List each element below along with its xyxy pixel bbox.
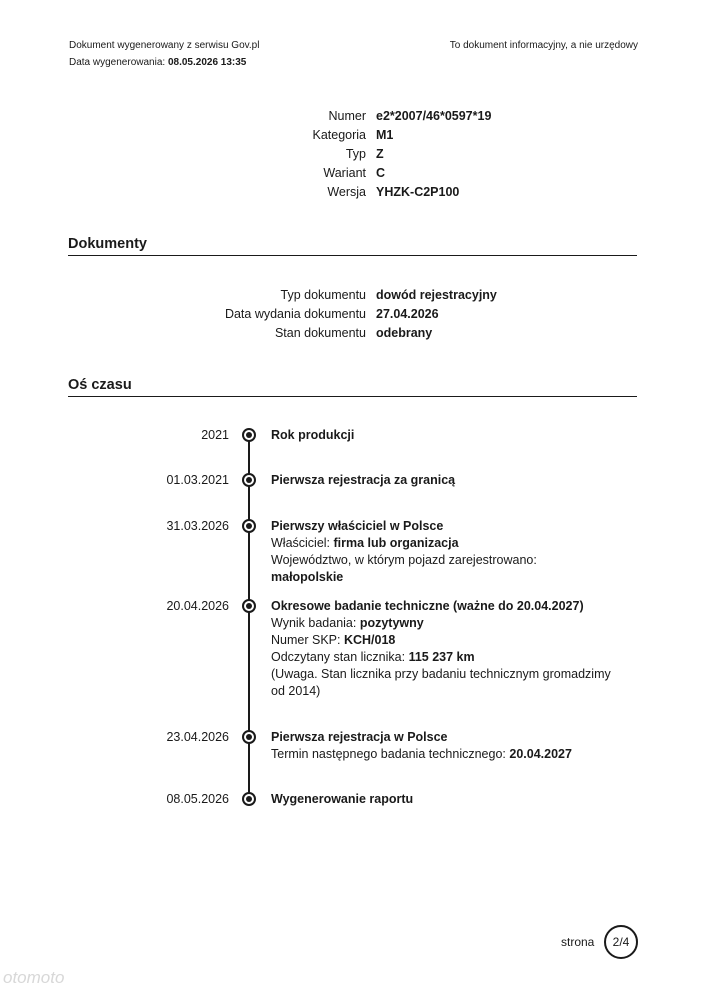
detail-label: Województwo, w którym pojazd zarejestrowano: xyxy=(271,553,537,567)
detail-label: Odczytany stan licznika: xyxy=(271,650,409,664)
timeline-dot-icon xyxy=(242,730,256,744)
document-row xyxy=(0,325,433,341)
detail-value: 20.04.2027 xyxy=(509,747,572,761)
timeline-event-title: Pierwsza rejestracja za granicą xyxy=(271,473,456,487)
detail-value: firma lub organizacja xyxy=(333,536,459,550)
timeline-section-title: Oś czasu xyxy=(68,377,637,397)
timeline-date: 23.04.2026 xyxy=(166,730,229,744)
detail-label: Termin następnego badania technicznego: xyxy=(271,747,510,761)
vehicle-value: YHZK-C2P100 xyxy=(376,185,460,199)
detail-value: pozytywny xyxy=(359,616,424,630)
timeline-detail xyxy=(271,746,611,763)
timeline-note: (Uwaga. Stan licznika przy badaniu technicznym gromadzimy od 2014) xyxy=(271,667,611,698)
generated-from-text: Dokument wygenerowany z serwisu Gov.pl xyxy=(69,40,260,51)
vehicle-value: Z xyxy=(376,147,384,161)
timeline-dot-icon xyxy=(242,473,256,487)
vehicle-row xyxy=(0,146,384,162)
document-label: Stan dokumentu xyxy=(274,326,366,340)
timeline-dot-icon xyxy=(242,792,256,806)
generation-date-value: 08.05.2026 13:35 xyxy=(167,57,247,68)
timeline-event xyxy=(271,791,611,808)
vehicle-row xyxy=(0,184,460,200)
timeline-detail xyxy=(271,649,611,666)
page-header-left xyxy=(69,40,259,69)
timeline-date: 31.03.2026 xyxy=(166,519,229,533)
timeline-date: 01.03.2021 xyxy=(166,473,229,487)
detail-value: małopolskie xyxy=(271,570,344,584)
documents-section-title: Dokumenty xyxy=(68,236,637,256)
document-label: Data wydania dokumentu xyxy=(224,307,366,321)
generation-date-label: Data wygenerowania: xyxy=(69,57,166,68)
watermark-text: otomoto xyxy=(3,968,65,987)
timeline-detail xyxy=(271,632,611,649)
vehicle-row xyxy=(0,108,492,124)
document-row xyxy=(0,306,439,322)
timeline-detail xyxy=(271,615,611,632)
generation-date xyxy=(69,57,259,69)
vehicle-label: Numer xyxy=(328,109,366,123)
timeline-date: 20.04.2026 xyxy=(166,599,229,613)
document-value: odebrany xyxy=(376,326,433,340)
timeline-event-title: Okresowe badanie techniczne (ważne do 20.04.2027) xyxy=(271,599,584,613)
timeline-detail xyxy=(271,535,611,552)
document-label: Typ dokumentu xyxy=(280,288,366,302)
timeline-line xyxy=(248,436,250,800)
vehicle-value: e2*2007/46*0597*19 xyxy=(376,109,492,123)
document-value: 27.04.2026 xyxy=(376,307,439,321)
timeline-detail xyxy=(271,552,611,586)
detail-value: 115 237 km xyxy=(408,650,475,664)
vehicle-value: M1 xyxy=(376,128,394,142)
disclaimer-text: To dokument informacyjny, a nie urzędowy xyxy=(449,40,638,51)
detail-label: Numer SKP: xyxy=(271,633,344,647)
document-value: dowód rejestracyjny xyxy=(376,288,497,302)
timeline-event xyxy=(271,427,611,444)
timeline-dot-icon xyxy=(242,519,256,533)
timeline-dot-icon xyxy=(242,599,256,613)
timeline-event-title: Pierwszy właściciel w Polsce xyxy=(271,519,444,533)
timeline-date: 2021 xyxy=(201,428,229,442)
vehicle-row xyxy=(0,165,386,181)
timeline-event-title: Pierwsza rejestracja w Polsce xyxy=(271,730,448,744)
timeline-date: 08.05.2026 xyxy=(166,792,229,806)
vehicle-row xyxy=(0,127,394,143)
timeline-event xyxy=(271,729,611,763)
page-label: strona xyxy=(561,935,595,949)
vehicle-label: Wersja xyxy=(327,185,366,199)
timeline-event-title: Wygenerowanie raportu xyxy=(271,792,414,806)
detail-label: Wynik badania: xyxy=(271,616,360,630)
page-number-badge: 2/4 xyxy=(604,925,638,959)
timeline-event xyxy=(271,518,611,586)
vehicle-label: Wariant xyxy=(323,166,366,180)
vehicle-label: Kategoria xyxy=(312,128,366,142)
timeline-event xyxy=(271,598,611,700)
timeline-dot-icon xyxy=(242,428,256,442)
timeline-event xyxy=(271,472,611,489)
vehicle-label: Typ xyxy=(345,147,366,161)
vehicle-value: C xyxy=(376,166,386,180)
document-row xyxy=(0,287,497,303)
timeline-event-title: Rok produkcji xyxy=(271,428,355,442)
detail-label: Właściciel: xyxy=(271,536,334,550)
detail-value: KCH/018 xyxy=(343,633,396,647)
